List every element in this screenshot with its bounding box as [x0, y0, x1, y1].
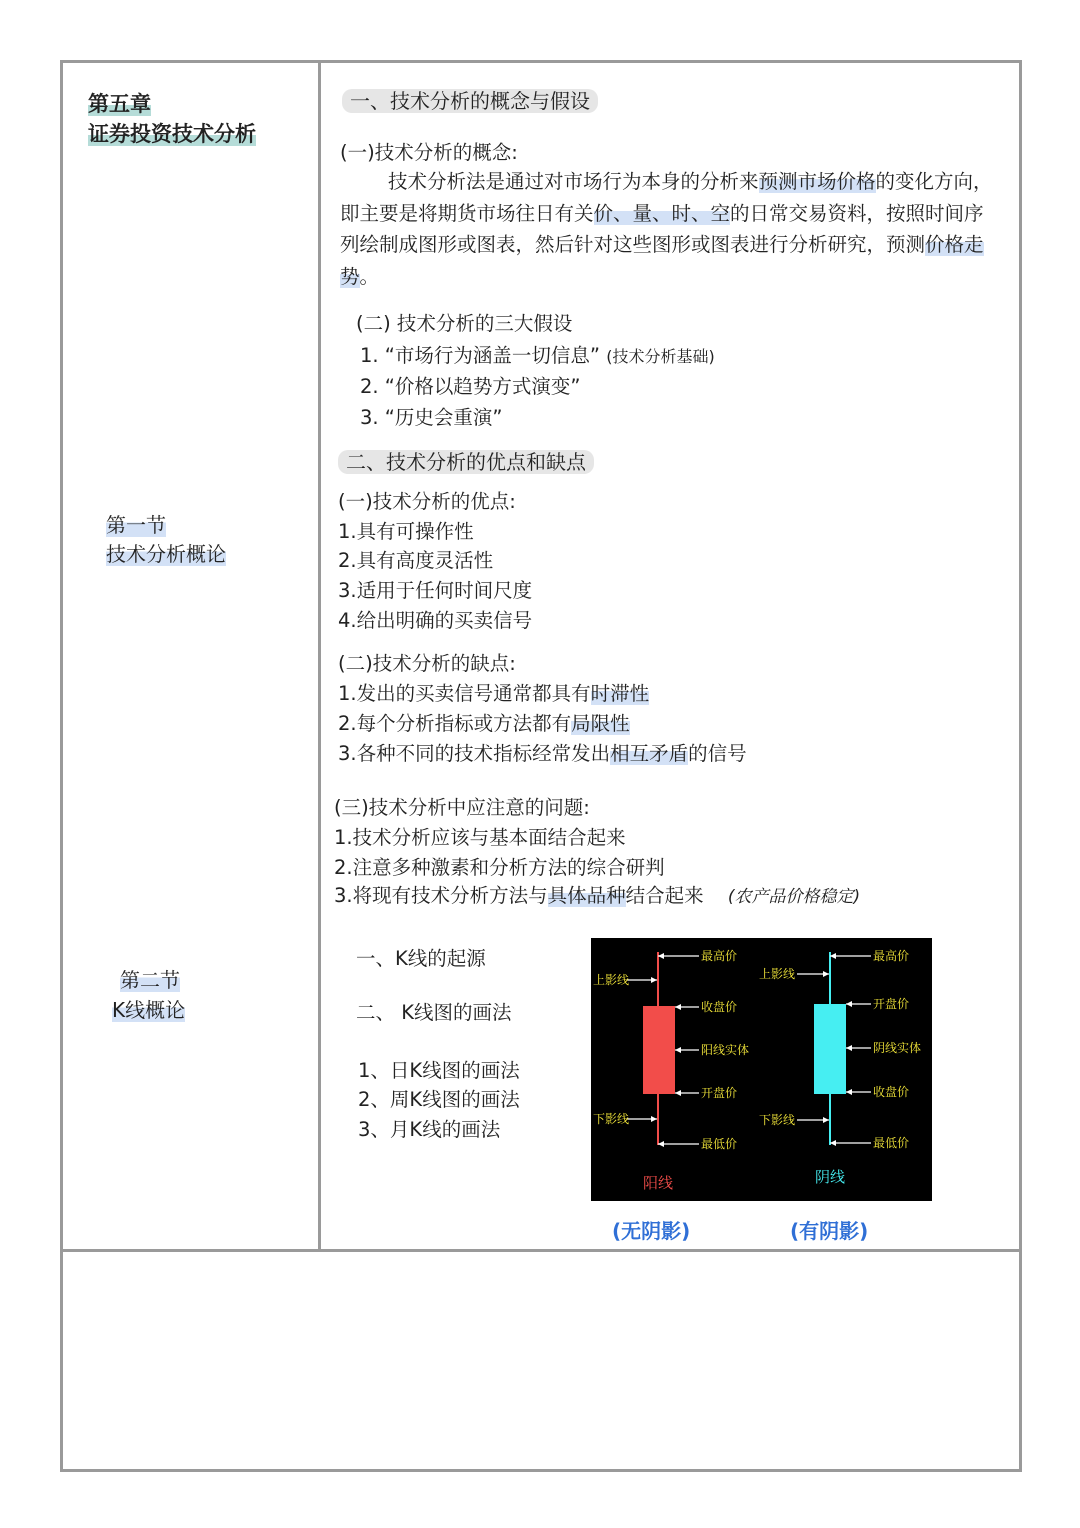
section2-number: 第二节 — [120, 968, 180, 992]
disadvantage-item: 3.各种不同的技术指标经常发出相互矛盾的信号 — [338, 742, 747, 765]
yang-open-label: 开盘价 — [701, 1086, 738, 1100]
advantage-item: 2.具有高度灵活性 — [338, 549, 494, 572]
yang-close-label: 收盘价 — [701, 1000, 738, 1014]
assumptions-title: (二) 技术分析的三大假设 — [356, 312, 573, 335]
chapter-number: 第五章 — [88, 92, 151, 116]
caption-with-shadow: (有阴影) — [790, 1219, 869, 1243]
chapter-title: 证券投资技术分析 — [88, 122, 256, 146]
kline-drawing: 二、 K线图的画法 — [356, 1001, 512, 1024]
note-item: 3.将现有技术分析方法与具体品种结合起来 (农产品价格稳定) — [334, 884, 861, 907]
kline-origin: 一、K线的起源 — [356, 947, 486, 970]
yin-low-label: 最低价 — [873, 1136, 910, 1150]
yin-candle — [759, 948, 921, 1186]
heading-pros-cons: 二、技术分析的优点和缺点 — [338, 446, 594, 475]
advantage-item: 1.具有可操作性 — [338, 520, 474, 543]
notes-title: (三)技术分析中应注意的问题: — [334, 796, 590, 819]
disadvantage-item: 1.发出的买卖信号通常都具有时滞性 — [338, 682, 650, 705]
note-item: 1.技术分析应该与基本面结合起来 — [334, 826, 626, 849]
yin-lower-label: 下影线 — [759, 1113, 796, 1127]
yang-candle — [593, 948, 749, 1192]
yin-body-label: 阴线实体 — [873, 1041, 922, 1055]
caption-no-shadow: (无阴影) — [612, 1219, 691, 1243]
yang-body-label: 阳线实体 — [701, 1043, 750, 1057]
concept-paragraph: 技术分析法是通过对市场行为本身的分析来预测市场价格的变化方向，即主要是将期货市场往日有关价、量、时、空的日常交易资料，按照时间序列绘制成图形或图表，然后针对这些图形或图表进行分析研究，预测价格走势。 — [340, 170, 993, 288]
yang-low-label: 最低价 — [701, 1137, 738, 1151]
kline-method: 3、月K线的画法 — [358, 1118, 501, 1141]
row-divider — [60, 1249, 1022, 1252]
advantages-title: (一)技术分析的优点: — [338, 490, 516, 513]
assumption-3: 3. “历史会重演” — [360, 406, 503, 429]
section2-title: K线概论 — [112, 998, 186, 1022]
concept-title: (一)技术分析的概念: — [340, 141, 518, 164]
column-divider — [318, 60, 321, 1252]
yang-high-label: 最高价 — [701, 949, 738, 963]
yin-name: 阴线 — [815, 1168, 846, 1186]
section1-title: 技术分析概论 — [106, 542, 226, 566]
yang-upper-label: 上影线 — [593, 973, 630, 987]
kline-method: 1、日K线图的画法 — [358, 1059, 520, 1082]
disadvantage-item: 2.每个分析指标或方法都有局限性 — [338, 712, 630, 735]
section1-number: 第一节 — [106, 513, 166, 537]
assumption-1: 1. “市场行为涵盖一切信息” (技术分析基础) — [360, 344, 715, 367]
yin-high-label: 最高价 — [873, 949, 910, 963]
yin-open-label: 开盘价 — [873, 997, 910, 1011]
advantage-item: 3.适用于任何时间尺度 — [338, 579, 533, 602]
advantage-item: 4.给出明确的买卖信号 — [338, 609, 533, 632]
disadvantages-title: (二)技术分析的缺点: — [338, 652, 516, 675]
heading-concept: 一、技术分析的概念与假设 — [342, 85, 598, 114]
candlestick-diagram — [591, 938, 932, 1201]
yang-name: 阳线 — [643, 1174, 674, 1192]
kline-method: 2、周K线图的画法 — [358, 1088, 520, 1111]
note-item: 2.注意多种激素和分析方法的综合研判 — [334, 856, 665, 879]
assumption-2: 2. “价格以趋势方式演变” — [360, 375, 581, 398]
yin-upper-label: 上影线 — [759, 967, 796, 981]
yin-close-label: 收盘价 — [873, 1085, 910, 1099]
yang-lower-label: 下影线 — [593, 1112, 630, 1126]
